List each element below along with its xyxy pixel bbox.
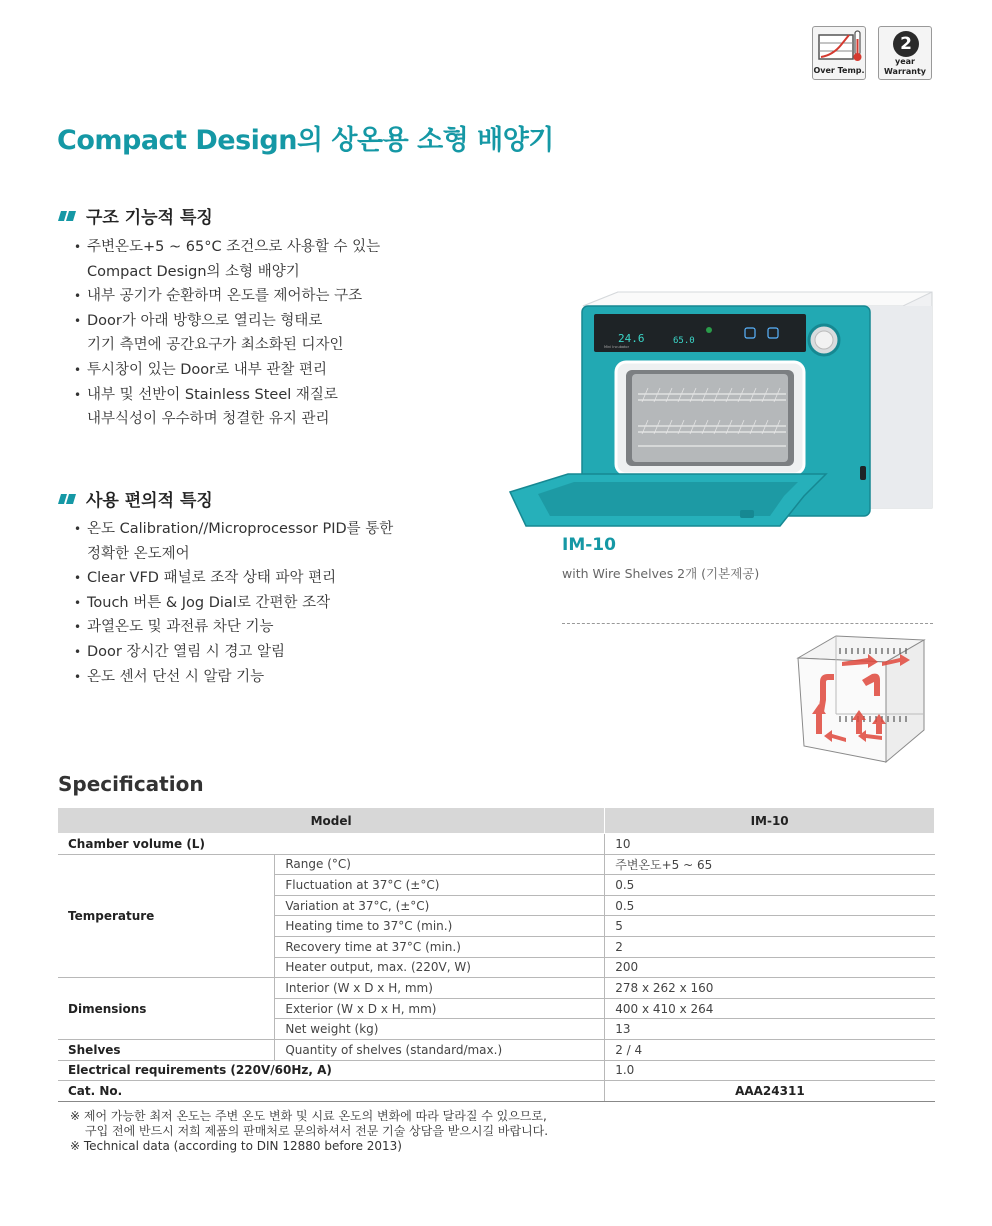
model-name: IM-10: [562, 535, 616, 555]
row-sublabel: Variation at 37°C, (±°C): [275, 895, 605, 916]
list-item-text: Touch 버튼 & Jog Dial로 간편한 조작: [87, 594, 331, 611]
list-item-text: 기기 측면에 공간요구가 최소화된 디자인: [87, 337, 344, 354]
table-row: [58, 978, 935, 999]
section-title-text: 사용 편의적 특징: [86, 491, 213, 511]
warranty-badge: [878, 26, 932, 80]
row-sublabel: Recovery time at 37°C (min.): [275, 936, 605, 957]
bullet-icon: •: [74, 313, 82, 328]
group-label: Temperature: [58, 854, 275, 978]
list-item-text: 내부 공기가 순환하며 온도를 제어하는 구조: [87, 288, 363, 305]
over-temp-icon: [813, 27, 867, 67]
over-temp-badge: [812, 26, 866, 80]
list-item-text: 과열온도 및 과전류 차단 기능: [87, 619, 274, 636]
row-value: 5: [605, 916, 935, 937]
display-setpoint: 65.0: [673, 336, 695, 346]
header-model: Model: [58, 808, 605, 834]
row-sublabel: Range (°C): [275, 854, 605, 875]
row-sublabel: Exterior (W x D x H, mm): [275, 998, 605, 1019]
bullet-icon: •: [74, 289, 82, 304]
row-value: 200: [605, 957, 935, 978]
page-title: Compact Design의 상온용 소형 배양기: [57, 125, 554, 156]
list-item: [74, 640, 393, 665]
table-row: [58, 1060, 935, 1081]
airflow-diagram: [796, 634, 928, 766]
footnotes: [70, 1109, 548, 1154]
warranty-number: 2: [893, 31, 919, 57]
row-sublabel: Net weight (kg): [275, 1019, 605, 1040]
table-row: [58, 854, 935, 875]
incubator-image: [508, 290, 936, 530]
list-item-text: 투시창이 있는 Door로 내부 관찰 편리: [87, 361, 328, 378]
convenience-feature-list: [74, 517, 393, 689]
row-sublabel: Fluctuation at 37°C (±°C): [275, 875, 605, 896]
list-item-text: 온도 Calibration//Microprocessor PID를 통한: [87, 521, 394, 537]
row-sublabel: Quantity of shelves (standard/max.): [275, 1039, 605, 1060]
row-value: 1.0: [605, 1060, 935, 1081]
list-item-text: 내부식성이 우수하며 청결한 유지 관리: [87, 411, 330, 428]
bullet-icon: •: [74, 362, 82, 377]
footnote: 구입 전에 반드시 저희 제품의 판매처로 문의하셔서 전문 기술 상담을 받으시길 바랍니다.: [85, 1124, 549, 1138]
row-label: Electrical requirements (220V/60Hz, A): [58, 1060, 605, 1081]
row-value: 10: [605, 834, 935, 855]
row-value: 13: [605, 1019, 935, 1040]
list-item-text: 내부 및 선반이 Stainless Steel 재질로: [87, 386, 338, 403]
list-item: [74, 309, 380, 358]
list-item: [74, 566, 393, 591]
section-mark-icon: [58, 209, 76, 223]
display-readout: 24.6: [618, 332, 645, 345]
list-item-text: Door 장시간 열림 시 경고 알림: [87, 643, 285, 660]
row-value: 278 x 262 x 160: [605, 978, 935, 999]
bullet-icon: •: [74, 387, 82, 402]
structure-feature-list: [74, 235, 380, 432]
convenience-section-title: [58, 486, 213, 511]
list-item: [74, 284, 380, 309]
spec-table: [58, 807, 935, 1102]
bullet-icon: •: [74, 522, 82, 536]
header-model-value: IM-10: [605, 808, 935, 834]
bullet-icon: •: [74, 644, 82, 659]
structure-section-title: [58, 203, 213, 228]
footnote: ※ Technical data (according to DIN 12880 before 2013): [70, 1139, 402, 1153]
bullet-icon: •: [74, 595, 82, 610]
list-item: [74, 383, 380, 432]
table-row: [58, 1039, 935, 1060]
table-row: [58, 834, 935, 855]
cat-number: AAA24311: [605, 1081, 935, 1102]
row-value: 0.5: [605, 875, 935, 896]
row-value: 400 x 410 x 264: [605, 998, 935, 1019]
list-item-text: 정확한 온도제어: [87, 545, 190, 562]
list-item: [74, 517, 393, 566]
list-item-text: 온도 센서 단선 시 알람 기능: [87, 668, 265, 685]
list-item-text: Door가 아래 방향으로 열리는 형태로: [87, 312, 323, 329]
list-item: [74, 358, 380, 383]
bullet-icon: •: [74, 669, 82, 684]
spec-header-row: [58, 808, 935, 834]
spec-title: Specification: [58, 772, 204, 796]
section-title-text: 구조 기능적 특징: [86, 208, 213, 228]
list-item: [74, 615, 393, 640]
row-sublabel: Heating time to 37°C (min.): [275, 916, 605, 937]
row-value: 2: [605, 936, 935, 957]
footnote: ※ 제어 가능한 최저 온도는 주변 온도 변화 및 시료 온도의 변화에 따라 달라질 수 있으므로,: [70, 1109, 547, 1123]
group-label: Shelves: [58, 1039, 275, 1060]
row-label: Chamber volume (L): [58, 834, 605, 855]
warranty-label: Warranty: [884, 67, 926, 76]
list-item-text: 주변온도+5 ~ 65°C 조건으로 사용할 수 있는: [87, 239, 381, 255]
bullet-icon: •: [74, 240, 82, 254]
list-item: [74, 665, 393, 690]
row-value: 2 / 4: [605, 1039, 935, 1060]
bullet-icon: •: [74, 571, 82, 586]
row-label: Cat. No.: [58, 1081, 605, 1102]
model-subtitle: with Wire Shelves 2개 (기본제공): [562, 566, 760, 581]
list-item-text: Compact Design의 소형 배양기: [87, 263, 300, 280]
row-value: 0.5: [605, 895, 935, 916]
group-label: Dimensions: [58, 978, 275, 1040]
bullet-icon: •: [74, 620, 82, 635]
list-item: [74, 591, 393, 616]
row-sublabel: Interior (W x D x H, mm): [275, 978, 605, 999]
warranty-year: year: [895, 57, 915, 66]
table-row: [58, 1081, 935, 1102]
section-mark-icon: [58, 492, 76, 506]
brand-label: Mini Incubator: [604, 345, 630, 349]
divider: [562, 623, 933, 624]
row-sublabel: Heater output, max. (220V, W): [275, 957, 605, 978]
row-value: 주변온도+5 ~ 65: [605, 854, 935, 875]
list-item-text: Clear VFD 패널로 조작 상태 파악 편리: [87, 570, 337, 587]
over-temp-label: Over Temp.: [813, 66, 865, 75]
list-item: [74, 235, 380, 284]
